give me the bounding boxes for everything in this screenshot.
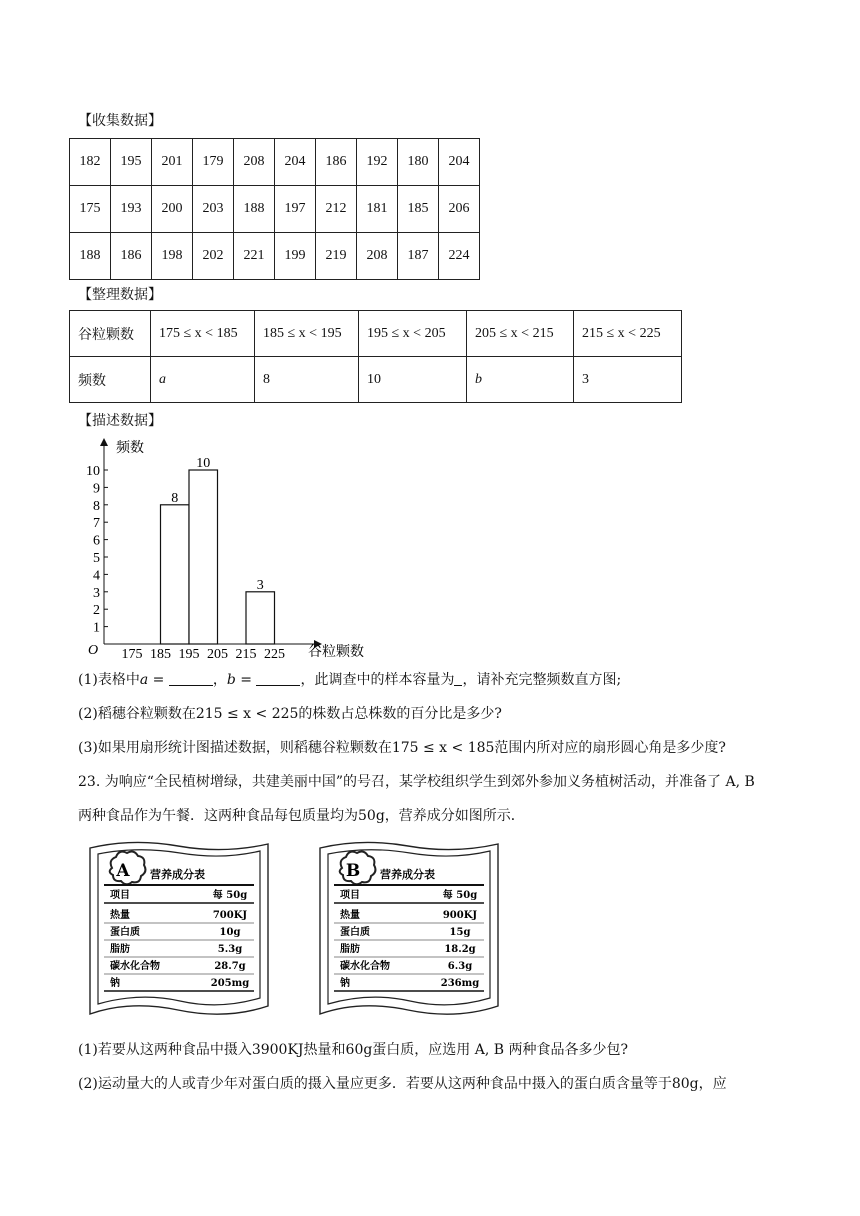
- question-2: (2)稻穗谷粒颗数在215 ≤ x < 225的株数占总株数的百分比是多少?: [78, 706, 502, 722]
- q1-var-a: a: [139, 672, 149, 688]
- nutrient-name: 热量: [110, 910, 130, 921]
- nutrient-name: 蛋白质: [110, 927, 140, 938]
- y-tick-label: 9: [93, 481, 100, 497]
- data-cell: 179: [193, 139, 234, 186]
- x-tick-label: 195: [178, 647, 200, 662]
- histogram-bar: [246, 592, 275, 644]
- interval-cell: 215 ≤ x < 225: [574, 311, 682, 357]
- table-row: [70, 311, 682, 357]
- table-row: [70, 139, 480, 186]
- data-cell: 219: [316, 233, 357, 280]
- data-cell: 180: [398, 139, 439, 186]
- row-label-cell: 频数: [70, 357, 151, 403]
- nutrient-value: 205mg: [210, 978, 250, 989]
- data-cell: 181: [357, 186, 398, 233]
- nutrient-value: 10g: [219, 927, 241, 938]
- collect-heading: 【收集数据】: [78, 113, 162, 129]
- x-tick-label: 185: [150, 647, 171, 662]
- histogram-bar: [161, 505, 190, 644]
- count-cell: 3: [574, 357, 682, 403]
- nutrient-name: 脂肪: [110, 944, 130, 955]
- interval-cell: 175 ≤ x < 185: [151, 311, 255, 357]
- data-cell: 188: [234, 186, 275, 233]
- nutrient-name: 钠: [340, 978, 350, 989]
- interval-cell: 205 ≤ x < 215: [467, 311, 574, 357]
- q1-text: ，此调查中的样本容量为: [300, 672, 455, 688]
- data-cell: 175: [70, 186, 111, 233]
- card-header-unit: 每 50g: [442, 890, 478, 901]
- data-cell: 202: [193, 233, 234, 280]
- y-tick-label: 3: [93, 585, 100, 601]
- data-cell: 224: [439, 233, 480, 280]
- frequency-table: [69, 310, 682, 403]
- data-cell: 199: [275, 233, 316, 280]
- frequency-histogram: [70, 432, 364, 664]
- data-cell: 192: [357, 139, 398, 186]
- y-tick-label: 2: [93, 603, 100, 619]
- data-cell: 186: [316, 139, 357, 186]
- y-tick-label: 8: [93, 498, 100, 514]
- data-cell: 204: [275, 139, 316, 186]
- card-letter: B: [345, 861, 361, 881]
- count-cell: 10: [359, 357, 467, 403]
- interval-cell: 185 ≤ x < 195: [255, 311, 359, 357]
- count-cell: b: [467, 357, 574, 403]
- data-cell: 204: [439, 139, 480, 186]
- nutrient-value: 5.3g: [217, 944, 243, 955]
- card-header-item: 项目: [110, 890, 130, 901]
- answer-blank: [169, 671, 213, 686]
- nutrient-name: 蛋白质: [340, 927, 370, 938]
- y-axis-label: 频数: [116, 440, 144, 456]
- card-header-unit: 每 50g: [212, 890, 248, 901]
- nutrient-value: 900KJ: [442, 910, 478, 921]
- organize-heading: 【整理数据】: [78, 287, 162, 303]
- data-cell: 182: [70, 139, 111, 186]
- nutrient-name: 钠: [110, 978, 120, 989]
- card-title: 营养成分表: [380, 868, 435, 881]
- nutrition-card-b: [316, 838, 502, 1024]
- y-tick-label: 10: [86, 464, 100, 479]
- data-cell: 212: [316, 186, 357, 233]
- question-1: [78, 670, 621, 690]
- nutrient-name: 脂肪: [340, 944, 360, 955]
- nutrient-name: 碳水化合物: [340, 961, 390, 972]
- nutrient-value: 6.3g: [447, 961, 473, 972]
- count-cell: a: [151, 357, 255, 403]
- card-letter: A: [116, 861, 130, 881]
- data-cell: 206: [439, 186, 480, 233]
- q1-eq: =: [235, 672, 257, 688]
- x-axis-label: 谷粒颗数: [308, 644, 364, 660]
- data-cell: 185: [398, 186, 439, 233]
- bar-data-label: 10: [196, 456, 211, 471]
- origin-label: O: [88, 643, 99, 658]
- bar-data-label: 8: [171, 490, 179, 506]
- nutrient-name: 碳水化合物: [110, 961, 160, 972]
- data-cell: 195: [111, 139, 152, 186]
- q1-text: (1)表格中: [78, 672, 140, 688]
- interval-cell: 195 ≤ x < 205: [359, 311, 467, 357]
- raw-data-table: [69, 138, 480, 280]
- problem-23-sub-1: (1)若要从这两种食品中摄入3900KJ热量和60g蛋白质，应选用 A, B 两种食品各多少包?: [78, 1042, 629, 1058]
- nutrient-value: 236mg: [440, 978, 480, 989]
- count-cell: 8: [255, 357, 359, 403]
- data-cell: 186: [111, 233, 152, 280]
- x-tick-label: 225: [264, 647, 285, 662]
- q1-comma: ，: [212, 672, 227, 688]
- q1-var-b: b: [226, 672, 236, 688]
- describe-heading: 【描述数据】: [78, 413, 162, 429]
- table-row: [70, 233, 480, 280]
- data-cell: 200: [152, 186, 193, 233]
- table-row: [70, 186, 480, 233]
- data-cell: 188: [70, 233, 111, 280]
- problem-23-line-2: 两种食品作为午餐．这两种食品每包质量均为50g，营养成分如图所示．: [78, 808, 525, 824]
- row-label-cell: 谷粒颗数: [70, 311, 151, 357]
- y-tick-label: 6: [93, 533, 100, 549]
- y-tick-label: 7: [93, 516, 100, 532]
- nutrient-value: 700KJ: [212, 910, 248, 921]
- table-row: [70, 357, 682, 403]
- data-cell: 221: [234, 233, 275, 280]
- data-cell: 201: [152, 139, 193, 186]
- data-cell: 198: [152, 233, 193, 280]
- q1-text: ，请补充完整频数直方图;: [462, 672, 622, 688]
- x-tick-label: 205: [207, 647, 228, 662]
- y-tick-label: 5: [93, 551, 100, 566]
- x-tick-label: 215: [235, 647, 257, 662]
- data-cell: 193: [111, 186, 152, 233]
- question-3: (3)如果用扇形统计图描述数据，则稻穗谷粒颗数在175 ≤ x < 185范围内所对应的扇形圆心角是多少度?: [78, 740, 726, 756]
- bar-data-label: 3: [256, 577, 264, 593]
- problem-23-sub-2: (2)运动量大的人或青少年对蛋白质的摄入量应更多．若要从这两种食品中摄入的蛋白质含量等于80g，应: [78, 1076, 727, 1092]
- y-tick-label: 4: [93, 568, 100, 584]
- nutrient-value: 15g: [449, 927, 471, 938]
- nutrient-value: 28.7g: [214, 961, 246, 972]
- problem-23-line-1: 23. 为响应“全民植树增绿，共建美丽中国”的号召，某学校组织学生到郊外参加义务植树活动，并准备了 A, B: [78, 774, 755, 790]
- nutrient-name: 热量: [340, 910, 360, 921]
- card-header-item: 项目: [340, 890, 360, 901]
- nutrient-value: 18.2g: [444, 944, 476, 955]
- data-cell: 197: [275, 186, 316, 233]
- x-tick-label: 175: [121, 647, 143, 662]
- data-cell: 187: [398, 233, 439, 280]
- nutrition-card-a: [86, 838, 272, 1024]
- data-cell: 208: [234, 139, 275, 186]
- histogram-bar: [189, 470, 218, 644]
- data-cell: 208: [357, 233, 398, 280]
- y-tick-label: 1: [93, 620, 100, 636]
- answer-blank: [256, 671, 300, 686]
- q1-eq: =: [148, 672, 169, 688]
- data-cell: 203: [193, 186, 234, 233]
- card-title: 营养成分表: [150, 868, 205, 881]
